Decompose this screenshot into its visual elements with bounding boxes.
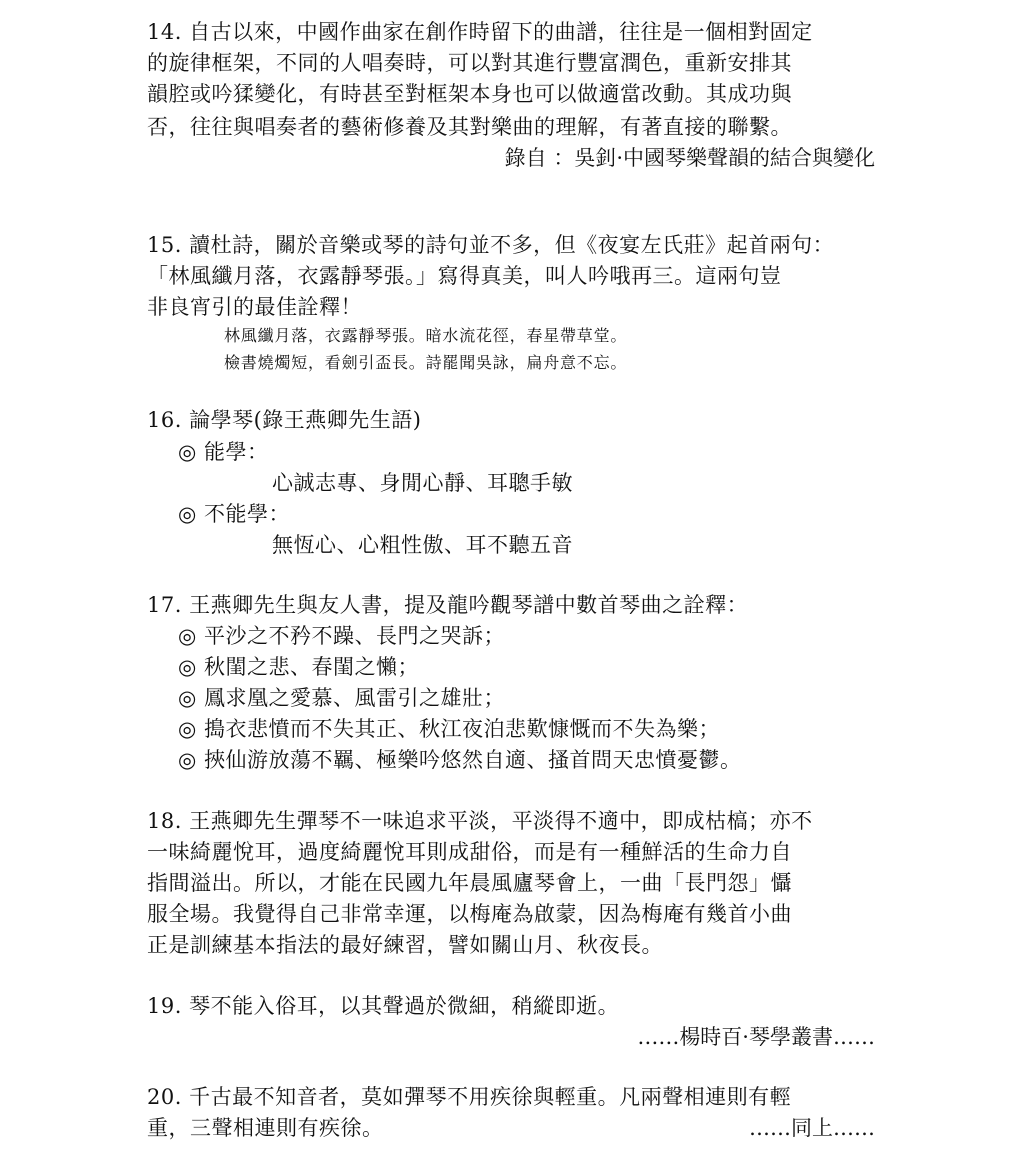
s17-item-1: ◎ 平沙之不矜不躁、長門之哭訴； — [178, 624, 505, 648]
s18-line-3: 指間溢出。所以，才能在民國九年晨風廬琴會上，一曲「長門怨」懾 — [147, 871, 792, 895]
s18-line-4: 服全場。我覺得自己非常幸運，以梅庵為啟蒙，因為梅庵有幾首小曲 — [147, 902, 792, 926]
s16-can-label: ◎ 能學： — [178, 440, 269, 464]
s18-line-5: 正是訓練基本指法的最好練習，譬如關山月、秋夜長。 — [147, 933, 663, 957]
s19-source: ……楊時百·琴學叢書…… — [637, 1025, 875, 1049]
s15-line-3: 非良宵引的最佳詮釋！ — [147, 295, 362, 319]
s14-source: 錄自 ：吳釗·中國琴樂聲韻的結合與變化 — [504, 146, 875, 170]
s17-item-5: ◎ 挾仙游放蕩不羈、極樂吟悠然自適、搔首問天忠憤憂鬱。 — [178, 748, 742, 772]
s15-poem-line-2: 檢書燒燭短，看劍引盃長。詩罷聞吳詠，扁舟意不忘。 — [224, 353, 628, 372]
s14-line-4: 否，往往與唱奏者的藝術修養及其對樂曲的理解，有著直接的聯繫。 — [147, 115, 792, 139]
s17-item-4: ◎ 搗衣悲憤而不失其正、秋江夜泊悲歎慷慨而不失為樂； — [178, 717, 720, 741]
s19-line: 19. 琴不能入俗耳，以其聲過於微細，稍縱即逝。 — [147, 994, 620, 1018]
s20-line-1: 20. 千古最不知音者，莫如彈琴不用疾徐與輕重。凡兩聲相連則有輕 — [147, 1085, 792, 1109]
s16-cannot-text: 無恆心、心粗性傲、耳不聽五音 — [272, 533, 573, 557]
s17-item-2: ◎ 秋閨之悲、春閨之懶； — [178, 655, 419, 679]
s15-line-1: 15. 讀杜詩，關於音樂或琴的詩句並不多，但《夜宴左氏莊》起首兩句： — [147, 233, 835, 257]
s14-line-1: 14. 自古以來，中國作曲家在創作時留下的曲譜，往往是一個相對固定 — [147, 20, 813, 44]
s20-line-2: 重，三聲相連則有疾徐。 — [147, 1116, 384, 1140]
s18-line-2: 一味綺麗悅耳，過度綺麗悅耳則成甜俗，而是有一種鮮活的生命力自 — [147, 840, 792, 864]
s15-line-2: 「林風纖月落，衣露靜琴張。」寫得真美，叫人吟哦再三。這兩句豈 — [147, 264, 782, 288]
s14-line-3: 韻腔或吟猱變化，有時甚至對框架本身也可以做適當改動。其成功與 — [147, 82, 792, 106]
s16-title: 16. 論學琴(錄王燕卿先生語) — [147, 408, 422, 432]
s17-item-3: ◎ 鳳求凰之愛慕、風雷引之雄壯； — [178, 686, 505, 710]
s16-can-text: 心誠志專、身閒心靜、耳聰手敏 — [272, 471, 573, 495]
s16-cannot-label: ◎ 不能學： — [178, 502, 290, 526]
s14-line-2: 的旋律框架，不同的人唱奏時，可以對其進行豐富潤色，重新安排其 — [147, 51, 792, 75]
s17-title: 17. 王燕卿先生與友人書，提及龍吟觀琴譜中數首琴曲之詮釋： — [147, 593, 749, 617]
s18-line-1: 18. 王燕卿先生彈琴不一味追求平淡，平淡得不適中，即成枯槁；亦不 — [147, 809, 813, 833]
s20-source: ……同上…… — [749, 1116, 875, 1140]
s15-poem-line-1: 林風纖月落，衣露靜琴張。暗水流花徑，春星帶草堂。 — [224, 326, 628, 345]
